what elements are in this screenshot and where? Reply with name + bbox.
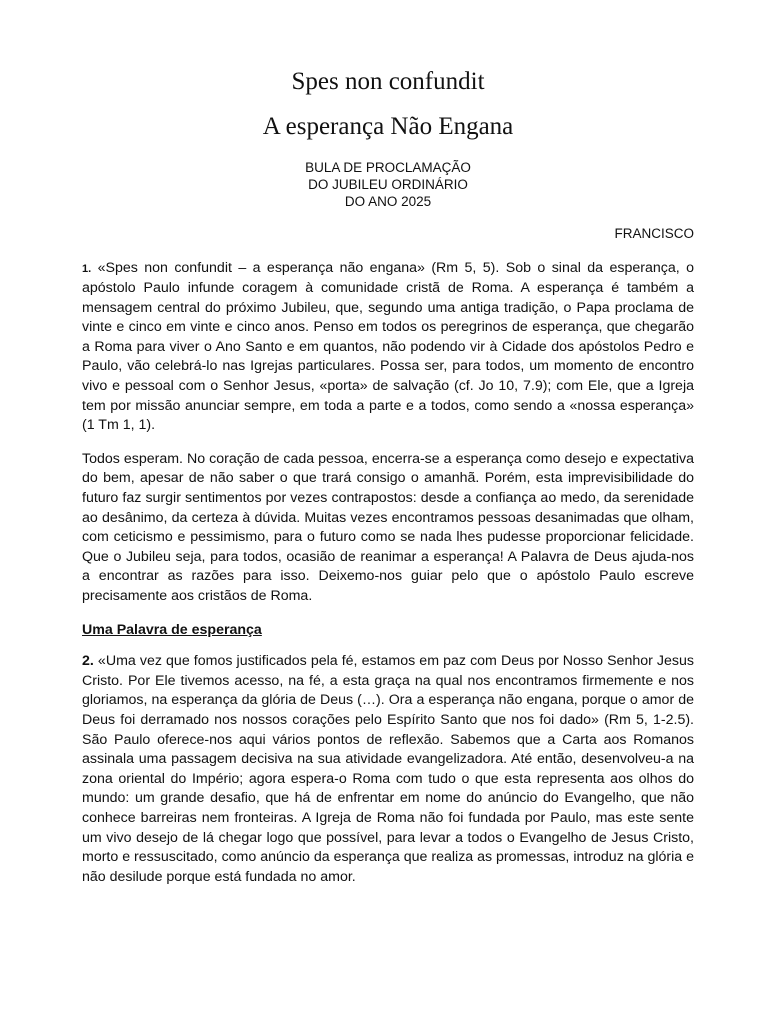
- paragraph-1: [82, 259, 694, 436]
- bull-line: DO JUBILEU ORDINÁRIO: [308, 176, 468, 192]
- document-title: Spes non confundit: [291, 68, 485, 95]
- paragraph-number: 2.: [82, 653, 94, 670]
- bull-heading: [82, 159, 694, 210]
- paragraph-3: [82, 652, 694, 887]
- author-signature: FRANCISCO: [614, 225, 694, 241]
- bull-line: BULA DE PROCLAMAÇÃO: [305, 159, 471, 175]
- document-subtitle: A esperança Não Engana: [262, 113, 514, 141]
- paragraph-text: «Uma vez que fomos justificados pela fé, estamos em paz com Deus por Nosso Senhor Jesus Cristo. Por Ele tivemos acesso, na fé, a esta graça na qual nos encontramos firmemente e nos gloriamos, na esperança da glória de Deus (…). Ora a esperança não engana, porque o amor de Deus foi derramado nos nossos corações pelo Espírito Santo que nos foi dado» (Rm 5, 1-2.5). São Paulo oferece-nos aqui vários pontos de reflexão. Sabemos que a Carta aos Romanos assinala uma passagem decisiva na sua atividade evangelizadora. Até então, desenvolveu-a na zona oriental do Império; agora espera-o Roma com tudo o que esta representa aos olhos do mundo: um grande desafio, que há de enfrentar em nome do anúncio do Evangelho, que não conhece barreiras nem fronteiras. A Igreja de Roma não foi fundada por Paulo, mas este sente um vivo desejo de lá chegar logo que possível, para levar a todos o Evangelho de Jesus Cristo, morto e ressuscitado, como anúncio da esperança que realiza as promessas, introduz na glória e não desilude porque está fundada no amor.: [82, 653, 694, 885]
- paragraph-text: «Spes non confundit – a esperança não engana» (Rm 5, 5). Sob o sinal da esperança, o apóstolo Paulo infunde coragem à comunidade cristã de Roma. A esperança é também a mensagem central do próximo Jubileu, que, segundo uma antiga tradição, o Papa proclama de vinte e cinco em vinte e cinco anos. Penso em todos os peregrinos de esperança, que chegarão a Roma para viver o Ano Santo e em quantos, não podendo vir à Cidade dos apóstolos Pedro e Paulo, vão celebrá-lo nas Igrejas particulares. Possa ser, para todos, um momento de encontro vivo e pessoal com o Senhor Jesus, «porta» de salvação (cf. Jo 10, 7.9); com Ele, que a Igreja tem por missão anunciar sempre, em toda a parte e a todos, como sendo a «nossa esperança» (1 Tm 1, 1).: [82, 259, 694, 434]
- section-heading: Uma Palavra de esperança: [82, 621, 262, 638]
- paragraph-number: 1.: [82, 262, 92, 275]
- bull-line: DO ANO 2025: [344, 193, 432, 209]
- paragraph-2: Todos esperam. No coração de cada pessoa, encerra-se a esperança como desejo e expectativa do bem, apesar de não saber o que trará consigo o amanhã. Porém, esta imprevisibilidade do futuro faz surgir sentimentos por vezes contrapostos: desde a confiança ao medo, da serenidade ao desânimo, da certeza à dúvida. Muitas vezes encontramos pessoas desanimadas que olham, com ceticismo e pessimismo, para o futuro como se nada lhes pudesse proporcionar felicidade. Que o Jubileu seja, para todos, ocasião de reanimar a esperança! A Palavra de Deus ajuda-nos a encontrar as razões para isso. Deixemo-nos guiar pelo que o apóstolo Paulo escreve precisamente aos cristãos de Roma.: [82, 450, 694, 604]
